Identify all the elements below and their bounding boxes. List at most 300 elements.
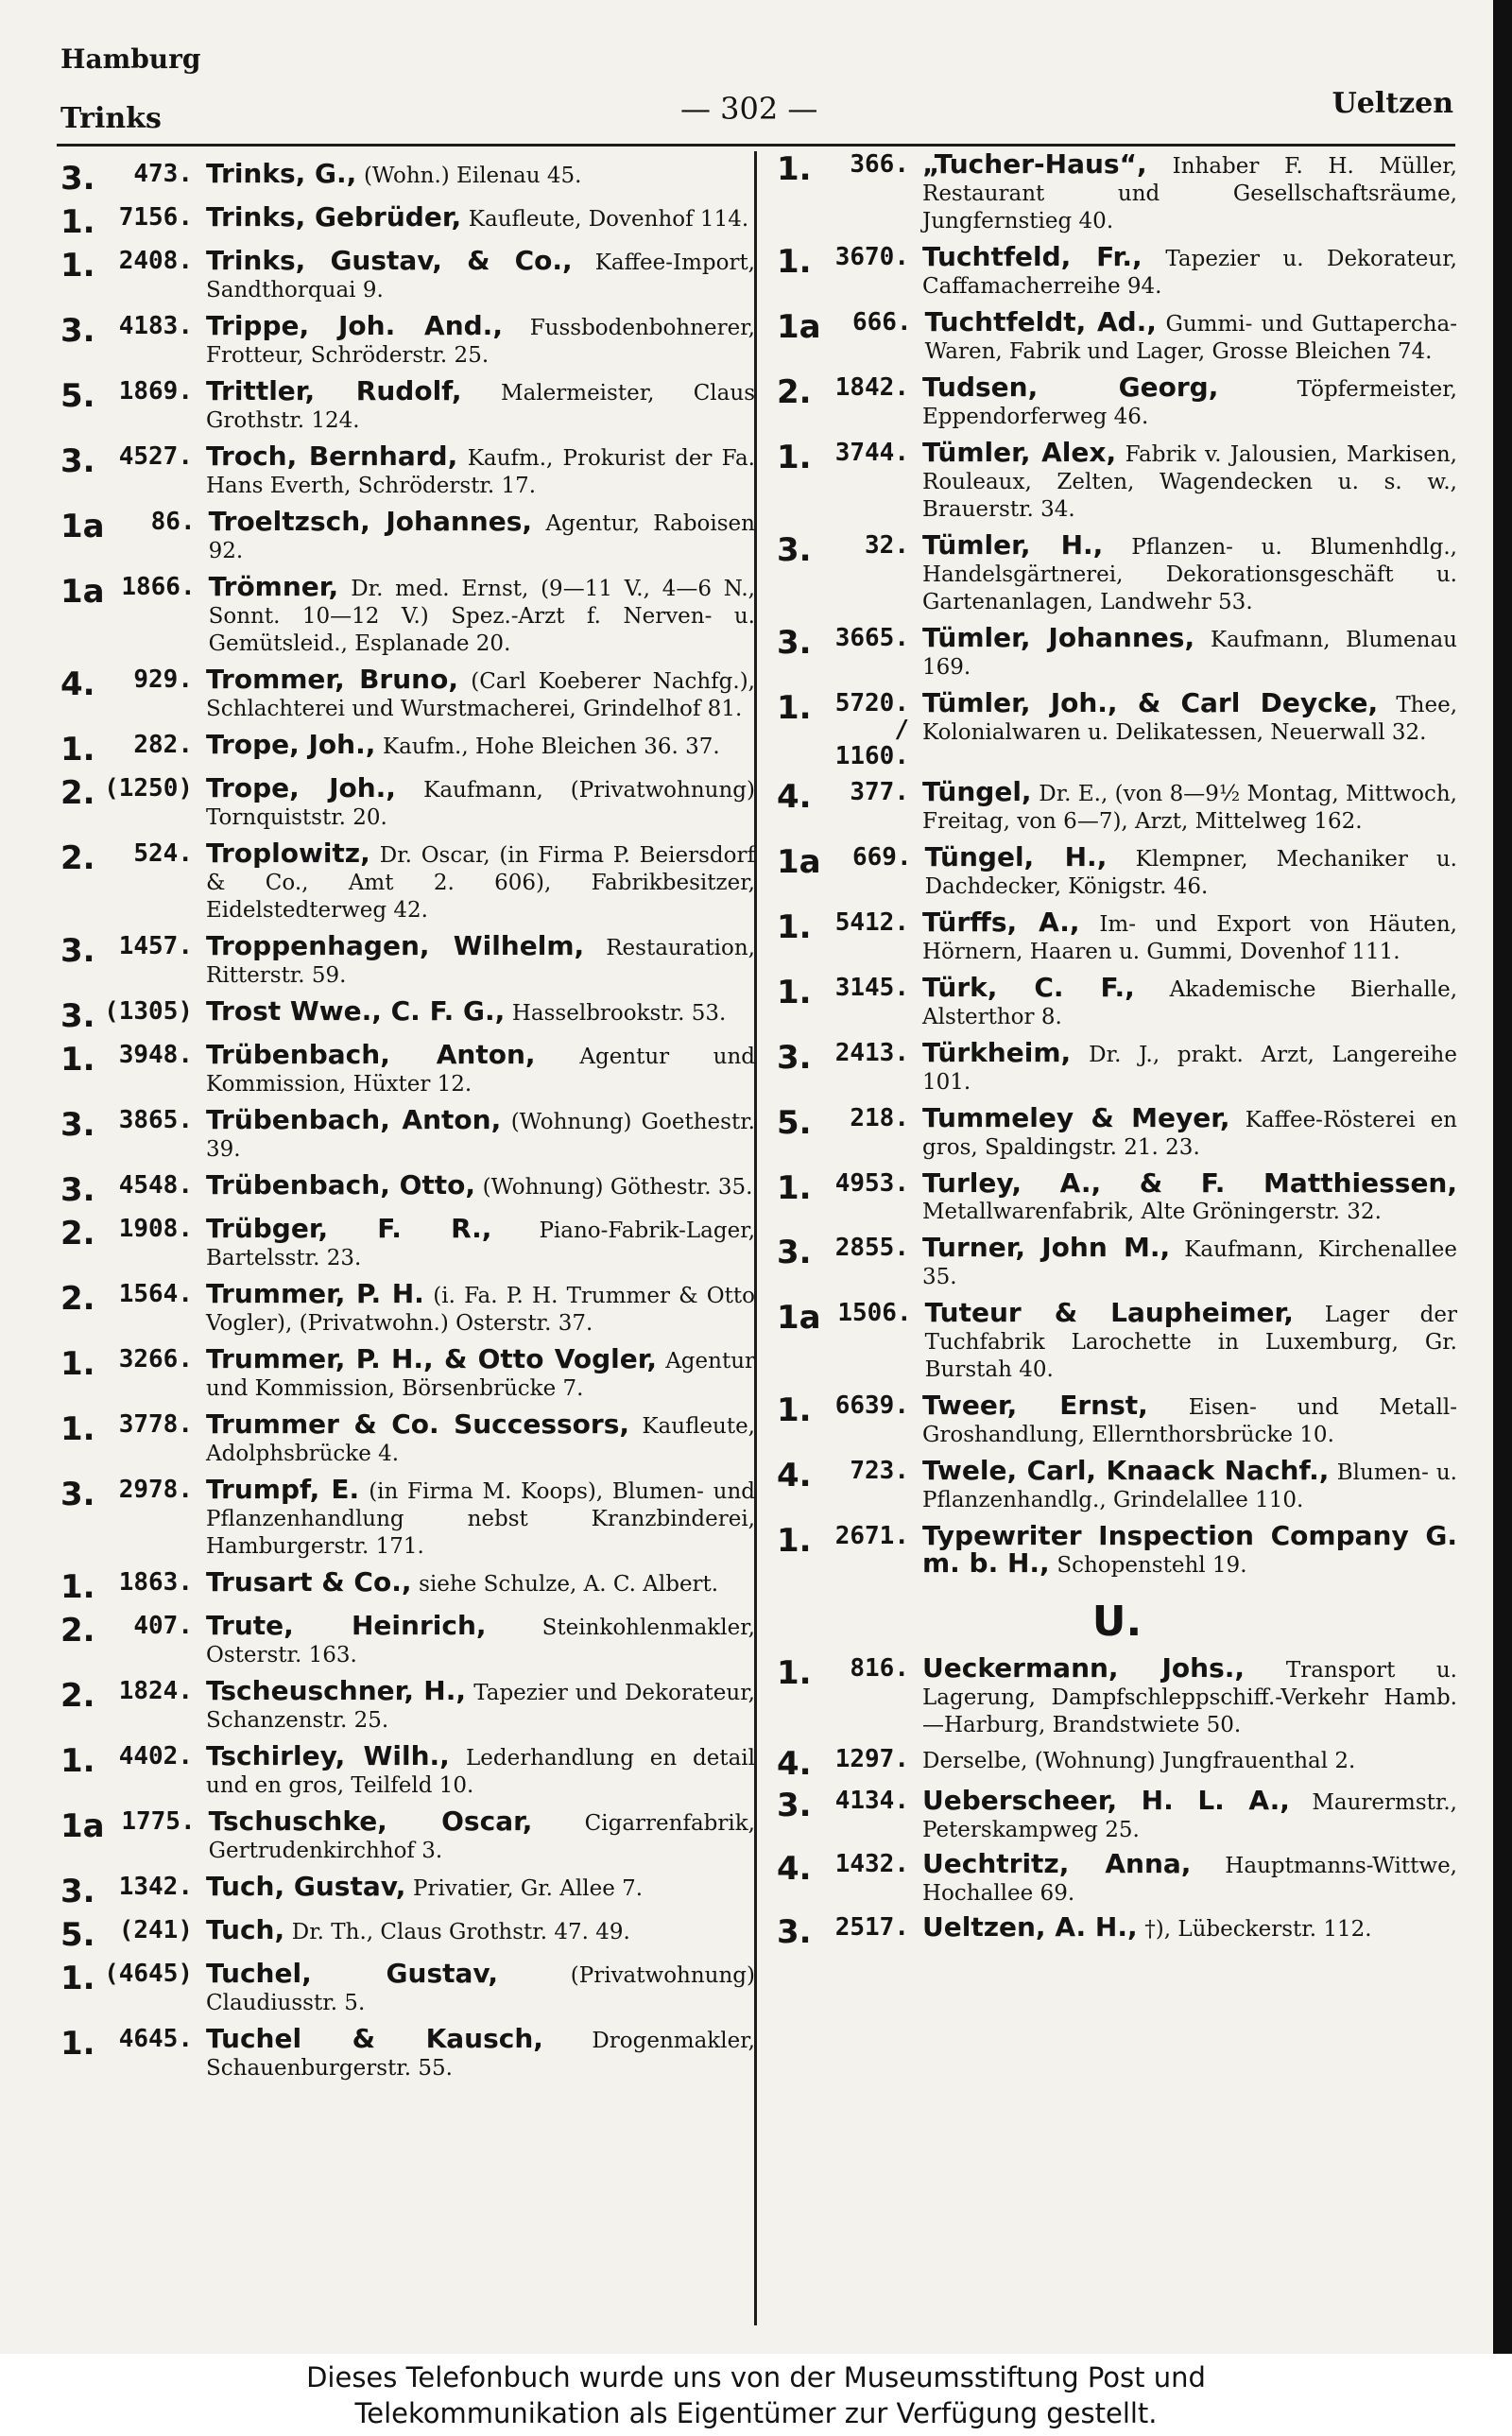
phone-number: 4402. [118, 1742, 193, 1771]
phone-number: 377. [850, 778, 909, 806]
directory-entry [60, 1566, 755, 1606]
phone-number: 2408. [118, 247, 193, 275]
phone-number: 1869. [118, 377, 193, 406]
exchange-zone: 1. [777, 243, 812, 281]
exchange-zone: 1. [60, 1568, 95, 1606]
subscriber-details: Im- und Export von Häuten, Hörnern, Haaren u. Gummi, Dovenhof 111. [922, 912, 1457, 964]
phone-number: 4953. [834, 1169, 909, 1198]
directory-entry [60, 666, 755, 722]
entry-text [206, 1343, 755, 1402]
phone-number: 1866. [121, 573, 196, 601]
subscriber-name: Troch, Bernhard, [206, 441, 458, 472]
subscriber-name: Trübenbach, Anton, [206, 1104, 502, 1135]
entry-text [206, 1213, 755, 1271]
subscriber-name: Tümler, Joh., & Carl Deycke, [922, 687, 1379, 718]
subscriber-name: Uechtritz, Anna, [922, 1848, 1192, 1879]
subscriber-details: siehe Schulze, A. C. Albert. [419, 1572, 719, 1597]
phone-number: 1457. [118, 932, 193, 960]
subscriber-name: Tümler, Alex, [922, 437, 1117, 468]
phone-number: 1775. [121, 1807, 196, 1836]
exchange-zone: 2. [60, 1612, 95, 1650]
subscriber-name: Tschuschke, Oscar, [208, 1805, 533, 1837]
exchange-zone: 1. [777, 1391, 812, 1429]
directory-entry [60, 506, 755, 564]
entry-text [206, 1474, 755, 1560]
directory-entry [60, 1958, 755, 2016]
directory-entry [60, 1740, 755, 1799]
entry-text [922, 776, 1457, 835]
directory-entry [60, 375, 755, 434]
subscriber-details: Dr. med. Ernst, (9—11 V., 4—6 N., Sonnt. 10—12 V.) Spez.-Arzt f. Nerven- u. Gemütsleid., Esplanade 20. [208, 577, 755, 656]
subscriber-name: Trummer & Co. Successors, [206, 1408, 630, 1440]
exchange-zone: 1a [777, 843, 821, 881]
phone-number: 3744. [834, 439, 909, 467]
exchange-zone: 1a [777, 308, 821, 346]
entry-text [206, 1675, 755, 1734]
directory-entry [777, 1745, 1457, 1783]
directory-entry [777, 841, 1457, 900]
section-letter-u: U. [1091, 1598, 1143, 1646]
exchange-zone: 1. [60, 1410, 95, 1448]
subscriber-details: (Wohn.) Eilenau 45. [363, 164, 582, 188]
entry-text [206, 201, 755, 233]
directory-entry [777, 1848, 1457, 1907]
directory-entry [777, 1911, 1457, 1951]
phone-number: 407. [133, 1612, 193, 1640]
subscriber-details: Cigarrenfabrik, Gertrudenkirchhof 3. [208, 1811, 755, 1863]
header-last-entry: Ueltzen [1332, 87, 1453, 120]
subscriber-name: Trope, Joh., [206, 772, 396, 803]
exchange-zone: 4. [60, 665, 95, 703]
subscriber-details: Fussbodenbohnerer, Frotteur, Schröderstr. 25. [206, 316, 755, 368]
entry-text [922, 1102, 1457, 1161]
exchange-zone: 3. [777, 1913, 812, 1951]
subscriber-details: Kaffee-Rösterei en gros, Spaldingstr. 21. 23. [922, 1108, 1457, 1160]
phone-number: 3145. [834, 974, 909, 1002]
entry-text [206, 1740, 755, 1799]
phone-number: 669. [851, 843, 912, 872]
phone-number: 282. [133, 731, 193, 759]
subscriber-details: Kaufleute, Adolphsbrücke 4. [206, 1414, 755, 1466]
subscriber-details: Metallwarenfabrik, Alte Gröningerstr. 32. [922, 1200, 1382, 1224]
entry-text [922, 1911, 1457, 1943]
entry-text [206, 1566, 755, 1598]
directory-entry [60, 1408, 755, 1467]
exchange-zone: 1a [60, 573, 105, 611]
subscriber-name: Ueltzen, A. H., [922, 1911, 1138, 1943]
entry-text [922, 1652, 1457, 1738]
phone-number: 3948. [118, 1041, 193, 1069]
subscriber-name: „Tucher-Haus“, [922, 148, 1147, 180]
directory-entry [60, 930, 755, 989]
entry-text [924, 1297, 1457, 1383]
directory-entry [60, 1474, 755, 1560]
subscriber-details: (Wohnung) Göthestr. 35. [482, 1175, 753, 1200]
directory-entry [60, 201, 755, 241]
phone-number: 816. [850, 1654, 909, 1683]
directory-entry [777, 529, 1457, 615]
page-edge [1493, 0, 1512, 2354]
subscriber-details: Transport u. Lagerung, Dampfschleppschiff.-Verkehr Hamb.—Harburg, Brandstwiete 50. [922, 1658, 1457, 1737]
exchange-zone: 1. [60, 203, 95, 241]
directory-entry [60, 1169, 755, 1209]
subscriber-name: Trummer, P. H., & Otto Vogler, [206, 1343, 658, 1374]
subscriber-details: Blumen- u. Pflanzenhandlg., Grindelallee 110. [922, 1460, 1457, 1512]
subscriber-details: Inhaber F. H. Müller, Restaurant und Gesellschaftsräume, Jungfernstieg 40. [922, 154, 1457, 233]
entry-text [208, 1805, 755, 1864]
directory-entry [777, 1297, 1457, 1383]
directory-entry [60, 1805, 755, 1864]
subscriber-details: Kaufmann, Blumenau 169. [922, 628, 1457, 680]
exchange-zone: 3. [777, 1787, 812, 1824]
exchange-zone: 4. [777, 1457, 812, 1494]
subscriber-details: Pflanzen- u. Blumenhdlg., Handelsgärtnerei, Dekorationsgeschäft u. Gartenanlagen, Landwehr 53. [922, 535, 1457, 614]
exchange-zone: 2. [60, 1280, 95, 1318]
header-city: Hamburg [60, 43, 201, 75]
entry-text [922, 529, 1457, 615]
subscriber-name: Trübenbach, Otto, [206, 1169, 476, 1201]
subscriber-name: Trost Wwe., C. F. G., [206, 995, 506, 1027]
entry-text [206, 1039, 755, 1097]
phone-number: 1297. [834, 1745, 909, 1773]
subscriber-name: Ueberscheer, H. L. A., [922, 1785, 1290, 1816]
phone-number: (1305) [104, 997, 193, 1026]
exchange-zone: 3. [60, 1476, 95, 1513]
entry-text [206, 1914, 755, 1945]
subscriber-name: Trope, Joh., [206, 729, 376, 760]
exchange-zone: 1. [60, 1960, 95, 1997]
phone-number: 1432. [834, 1850, 909, 1878]
right-column-t-entries [777, 148, 1457, 1579]
exchange-zone: 1. [60, 731, 95, 769]
subscriber-name: Tuch, [206, 1914, 285, 1945]
directory-entry [60, 1343, 755, 1402]
exchange-zone: 3. [60, 997, 95, 1035]
phone-number: 2671. [834, 1522, 909, 1550]
subscriber-details: Lederhandlung en detail und en gros, Teilfeld 10. [206, 1746, 755, 1798]
left-column [60, 158, 755, 2082]
directory-entry [60, 443, 755, 499]
right-column-u-entries [777, 1652, 1457, 1951]
directory-entry [777, 1037, 1457, 1096]
subscriber-details: Tapezier und Dekorateur, Schanzenstr. 25. [206, 1681, 755, 1733]
subscriber-details: Kaufmann, (Privatwohnung) Tornquiststr. 20. [206, 778, 755, 830]
subscriber-name: Tuchtfeld, Fr., [922, 241, 1143, 272]
directory-entry [777, 622, 1457, 681]
exchange-zone: 1. [60, 1742, 95, 1780]
header-first-entry: Trinks [60, 102, 162, 135]
entry-text [922, 437, 1457, 523]
directory-entry [777, 437, 1457, 523]
phone-number: 1863. [118, 1568, 193, 1597]
exchange-zone: 4. [777, 778, 812, 816]
subscriber-details: (Wohnung) Goethestr. 39. [206, 1110, 755, 1162]
directory-entry [60, 1039, 755, 1097]
subscriber-details: Töpfermeister, Eppendorferweg 46. [922, 377, 1457, 429]
subscriber-name: Trute, Heinrich, [206, 1610, 487, 1641]
phone-number: 5720. / 1160. [834, 689, 909, 770]
exchange-zone: 3. [777, 624, 812, 662]
phone-number: 218. [850, 1104, 909, 1132]
entry-text [206, 666, 755, 722]
entry-text [922, 1232, 1457, 1290]
subscriber-name: Tuteur & Laupheimer, [924, 1297, 1294, 1328]
exchange-zone: 1. [777, 1522, 812, 1560]
subscriber-name: Tüngel, [922, 776, 1032, 807]
exchange-zone: 4. [777, 1745, 812, 1783]
phone-number: 3778. [118, 1410, 193, 1439]
entry-text [208, 506, 755, 564]
subscriber-name: Tümler, Johannes, [922, 622, 1195, 653]
phone-number: 2413. [834, 1039, 909, 1067]
phone-number: 4527. [118, 442, 193, 471]
entry-text [922, 371, 1457, 430]
subscriber-details: (i. Fa. P. H. Trummer & Otto Vogler), (Privatwohn.) Osterstr. 37. [206, 1284, 755, 1336]
entry-text [922, 1746, 1457, 1774]
subscriber-name: Tscheuschner, H., [206, 1675, 466, 1706]
phone-number: 3266. [118, 1345, 193, 1373]
phone-number: 6639. [834, 1391, 909, 1420]
exchange-zone: 2. [60, 1215, 95, 1253]
phone-number: 1342. [118, 1873, 193, 1901]
entry-text [922, 1785, 1457, 1843]
subscriber-details: Kaufm., Prokurist der Fa. Hans Everth, Schröderstr. 17. [206, 446, 755, 498]
subscriber-name: Tummeley & Meyer, [922, 1102, 1230, 1133]
entry-text [922, 241, 1457, 300]
phone-number: 4548. [118, 1171, 193, 1200]
exchange-zone: 1. [777, 1169, 812, 1207]
subscriber-name: Tüngel, H., [924, 841, 1108, 872]
phone-number: 473. [133, 160, 193, 188]
subscriber-name: Trübenbach, Anton, [206, 1039, 536, 1070]
subscriber-name: Trummer, P. H. [206, 1278, 424, 1309]
subscriber-name: Trittler, Rudolf, [206, 375, 462, 406]
phone-number: 666. [851, 308, 912, 337]
directory-entry [60, 1914, 755, 1954]
phone-number: 1842. [834, 373, 909, 402]
subscriber-details: Klempner, Mechaniker u. Dachdecker, Königstr. 46. [924, 847, 1457, 899]
entry-text [206, 772, 755, 831]
phone-number: (4645) [104, 1960, 193, 1988]
entry-text [206, 1104, 755, 1163]
exchange-zone: 1. [777, 150, 812, 188]
exchange-zone: 1a [60, 1807, 105, 1845]
exchange-zone: 3. [60, 1171, 95, 1209]
directory-entry [60, 571, 755, 657]
directory-entry [60, 1610, 755, 1668]
entry-text [922, 622, 1457, 681]
directory-entry [60, 729, 755, 769]
subscriber-details: Agentur und Kommission, Börsenbrücke 7. [206, 1349, 755, 1401]
subscriber-name: Twele, Carl, Knaack Nachf., [922, 1455, 1330, 1486]
exchange-zone: 1. [60, 1041, 95, 1079]
subscriber-name: Trumpf, E. [206, 1474, 360, 1505]
entry-text [206, 245, 755, 303]
directory-entry [777, 1455, 1457, 1513]
subscriber-name: Tschirley, Wilh., [206, 1740, 450, 1771]
entry-text [924, 306, 1457, 365]
subscriber-name: Türffs, A., [922, 907, 1080, 938]
subscriber-details: Steinkohlenmakler, Osterstr. 163. [206, 1615, 755, 1667]
subscriber-name: Tuchel, Gustav, [206, 1958, 499, 1989]
subscriber-name: Trömner, [208, 571, 339, 602]
subscriber-details: Gummi- und Guttapercha-Waren, Fabrik und Lager, Grosse Bleichen 74. [924, 312, 1457, 364]
directory-entry [777, 909, 1457, 965]
entry-text [922, 1520, 1457, 1579]
exchange-zone: 3. [777, 1039, 812, 1077]
header-rule [57, 144, 1455, 147]
subscriber-details: Dr. Th., Claus Grothstr. 47. 49. [291, 1920, 630, 1944]
subscriber-name: Tweer, Ernst, [922, 1390, 1148, 1421]
directory-entry [777, 1232, 1457, 1290]
exchange-zone: 1a [60, 508, 105, 545]
entry-text [206, 729, 755, 760]
exchange-zone: 3. [60, 932, 95, 970]
subscriber-details: Dr. E., (von 8—9½ Montag, Mittwoch, Freitag, von 6—7), Arzt, Mittelweg 162. [922, 782, 1457, 834]
exchange-zone: 3. [60, 160, 95, 198]
exchange-zone: 5. [60, 377, 95, 415]
exchange-zone: 3. [777, 531, 812, 569]
entry-text [208, 571, 755, 657]
directory-entry [60, 995, 755, 1035]
entry-text [206, 1408, 755, 1467]
directory-entry [777, 1652, 1457, 1738]
entry-text [206, 1169, 755, 1201]
directory-entry [777, 776, 1457, 835]
phone-number: 723. [850, 1457, 909, 1485]
subscriber-details: Drogenmakler, Schauenburgerstr. 55. [206, 2029, 755, 2081]
subscriber-name: Troeltzsch, Johannes, [208, 506, 533, 537]
subscriber-details: †), Lübeckerstr. 112. [1144, 1917, 1372, 1942]
directory-entry [777, 1102, 1457, 1161]
entry-text [922, 1848, 1457, 1907]
directory-entry [777, 241, 1457, 300]
subscriber-details: Privatier, Gr. Allee 7. [412, 1876, 644, 1901]
subscriber-details: Kaufleute, Dovenhof 114. [468, 207, 749, 232]
exchange-zone: 4. [777, 1850, 812, 1888]
subscriber-name: Trinks, Gebrüder, [206, 201, 462, 233]
subscriber-name: Turley, A., & F. Matthiessen, [922, 1167, 1457, 1199]
subscriber-details: Akademische Bierhalle, Alsterthor 8. [922, 977, 1457, 1029]
directory-entry [60, 1871, 755, 1910]
subscriber-name: Troppenhagen, Wilhelm, [206, 930, 585, 961]
subscriber-name: Tudsen, Georg, [922, 371, 1219, 403]
entry-text [922, 1167, 1457, 1225]
subscriber-details: Fabrik v. Jalousien, Markisen, Rouleaux, Zelten, Wagendecken u. s. w., Brauerstr. 34. [922, 442, 1457, 522]
phone-number: 366. [850, 150, 909, 179]
entry-text [924, 841, 1457, 900]
exchange-zone: 1. [777, 908, 812, 946]
subscriber-details: (Privatwohnung) Claudiusstr. 5. [206, 1963, 755, 2015]
exchange-zone: 1. [777, 689, 812, 727]
subscriber-details: Kaufm., Hohe Bleichen 36. 37. [383, 734, 720, 759]
subscriber-details: Kaufmann, Kirchenallee 35. [922, 1237, 1457, 1289]
subscriber-details: Schopenstehl 19. [1057, 1553, 1247, 1578]
exchange-zone: 1. [777, 439, 812, 476]
exchange-zone: 3. [60, 312, 95, 350]
phone-number: (241) [118, 1916, 193, 1944]
subscriber-name: Trippe, Joh. And., [206, 310, 503, 341]
subscriber-details: (Carl Koeberer Nachfg.), Schlachterei und Wurstmacherei, Grindelhof 81. [206, 669, 755, 721]
exchange-zone: 5. [777, 1104, 812, 1142]
entry-text [206, 310, 755, 369]
entry-text [206, 995, 755, 1027]
footer-line-2: Telekommunikation als Eigentümer zur Verfügung gestellt. [354, 2397, 1158, 2429]
entry-text [922, 1455, 1457, 1513]
subscriber-name: Trinks, Gustav, & Co., [206, 245, 573, 276]
subscriber-details: Kaffee-Import, Sandthorquai 9. [206, 251, 755, 302]
entry-text [206, 443, 755, 499]
subscriber-details: Malermeister, Claus Grothstr. 124. [206, 381, 755, 433]
subscriber-name: Türkheim, [922, 1037, 1072, 1068]
exchange-zone: 3. [777, 1234, 812, 1271]
subscriber-name: Troplowitz, [206, 838, 370, 869]
exchange-zone: 1. [60, 1345, 95, 1383]
directory-entry [60, 158, 755, 198]
subscriber-name: Tuchtfeldt, Ad., [924, 306, 1157, 337]
entry-text [922, 972, 1457, 1030]
exchange-zone: 2. [60, 774, 95, 812]
exchange-zone: 3. [60, 442, 95, 480]
subscriber-details: Dr. J., prakt. Arzt, Langereihe 101. [922, 1043, 1457, 1095]
phone-number: 4134. [834, 1787, 909, 1815]
subscriber-details: Agentur, Raboisen 92. [208, 511, 755, 563]
exchange-zone: 5. [60, 1916, 95, 1954]
page-number: — 302 — [680, 91, 818, 127]
exchange-zone: 3. [60, 1873, 95, 1910]
phone-number: 5412. [834, 908, 909, 937]
directory-entry [777, 1785, 1457, 1843]
directory-entry [777, 306, 1457, 365]
subscriber-name: Turner, John M., [922, 1232, 1171, 1263]
directory-entry [60, 772, 755, 831]
directory-entry [777, 148, 1457, 234]
directory-entry [777, 1520, 1457, 1579]
entry-text [206, 158, 755, 189]
phone-number: 1824. [118, 1677, 193, 1705]
footer-line-1: Dieses Telefonbuch wurde uns von der Museumsstiftung Post und [306, 2361, 1206, 2393]
entry-text [206, 840, 755, 924]
phone-number: 1506. [837, 1299, 912, 1327]
subscriber-details: Agentur und Kommission, Hüxter 12. [206, 1045, 755, 1097]
directory-entry [60, 310, 755, 369]
subscriber-name: Ueckermann, Johs., [922, 1652, 1246, 1684]
entry-text [206, 375, 755, 434]
subscriber-details: Piano-Fabrik-Lager, Bartelsstr. 23. [206, 1218, 755, 1270]
subscriber-name: Trusart & Co., [206, 1566, 412, 1598]
entry-text [922, 909, 1457, 965]
subscriber-name: Tuch, Gustav, [206, 1871, 406, 1902]
subscriber-name: Tümler, H., [922, 529, 1104, 561]
subscriber-details: Dr. Oscar, (in Firma P. Beiersdorf & Co., Amt 2. 606), Fabrikbesitzer, Eidelstedterweg 42. [206, 843, 755, 923]
subscriber-details: Derselbe, (Wohnung) Jungfrauenthal 2. [922, 1749, 1356, 1773]
directory-entry [60, 840, 755, 924]
phone-number: 524. [133, 839, 193, 868]
subscriber-name: Türk, C. F., [922, 972, 1135, 1003]
phone-number: 4183. [118, 312, 193, 340]
phone-number: 2978. [118, 1476, 193, 1504]
exchange-zone: 1. [60, 2025, 95, 2063]
phone-number: 86. [150, 508, 196, 536]
entry-text [922, 1392, 1457, 1448]
phone-number: 32. [865, 531, 909, 560]
subscriber-details: (in Firma M. Koops), Blumen- und Pflanzenhandlung nebst Kranzbinderei, Hamburgerstr. 171. [206, 1479, 755, 1559]
directory-entry [777, 371, 1457, 430]
directory-entry [60, 1278, 755, 1337]
subscriber-details: Maurermstr., Peterskampweg 25. [922, 1790, 1457, 1842]
phone-number: 1564. [118, 1280, 193, 1308]
directory-entry [777, 1167, 1457, 1225]
